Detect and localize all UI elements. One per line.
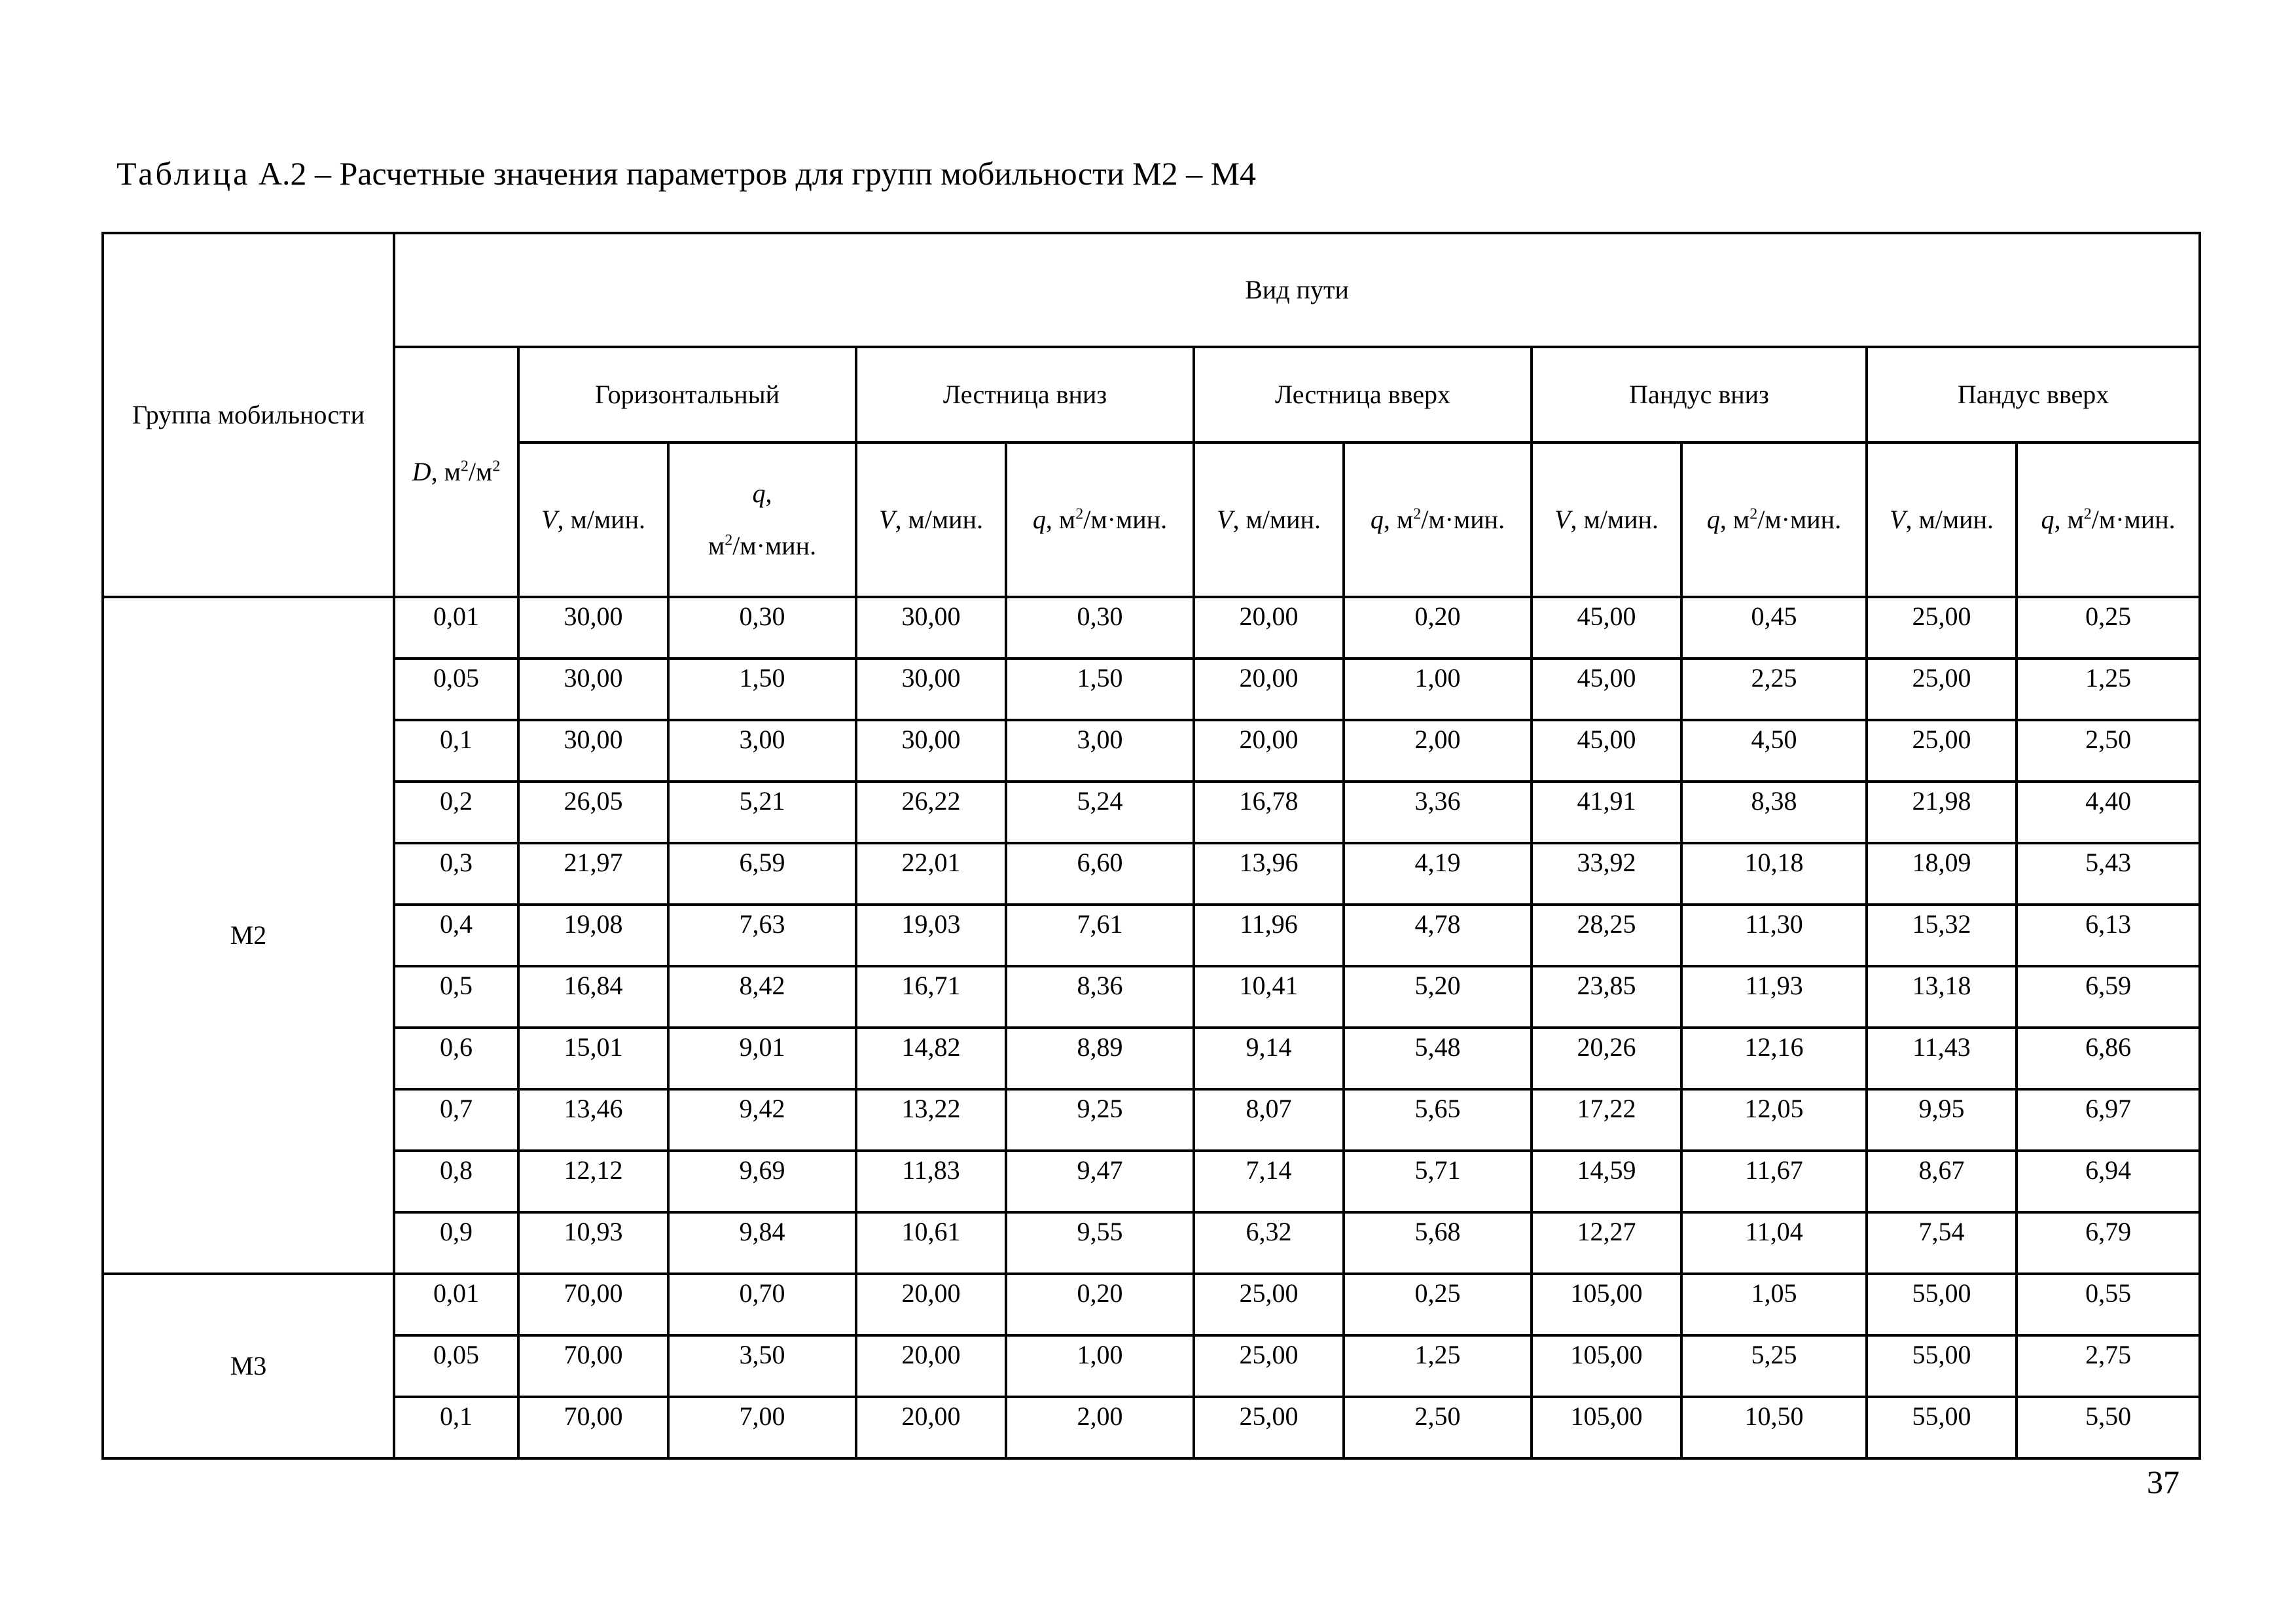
value-cell: 14,59 [1532,1151,1681,1212]
value-cell: 7,14 [1194,1151,1344,1212]
value-cell: 16,71 [856,966,1006,1028]
density-cell: 0,01 [394,1274,518,1335]
value-cell: 2,50 [2017,720,2200,782]
table-row [103,905,2200,966]
value-cell: 11,83 [856,1151,1006,1212]
value-cell: 7,63 [668,905,856,966]
value-cell: 6,94 [2017,1151,2200,1212]
density-cell: 0,8 [394,1151,518,1212]
value-cell: 4,78 [1344,905,1532,966]
value-cell: 10,50 [1681,1397,1867,1458]
value-cell: 45,00 [1532,597,1681,659]
value-cell: 55,00 [1867,1274,2017,1335]
value-cell: 6,97 [2017,1089,2200,1151]
value-cell: 10,93 [518,1212,668,1274]
value-cell: 55,00 [1867,1335,2017,1397]
value-cell: 3,36 [1344,782,1532,843]
value-cell: 17,22 [1532,1089,1681,1151]
table-row [103,1212,2200,1274]
density-header: D, $м^2/м^2$ [394,347,518,597]
density-cell: 0,1 [394,720,518,782]
value-cell: 6,60 [1006,843,1194,905]
column-header-speed: V, м/мин. [518,442,668,597]
value-cell: 12,27 [1532,1212,1681,1274]
section-header-stairs-down: Лестница вниз [856,347,1194,442]
value-cell: 21,97 [518,843,668,905]
value-cell: 3,00 [668,720,856,782]
value-cell: 11,30 [1681,905,1867,966]
table-row [103,1151,2200,1212]
value-cell: 22,01 [856,843,1006,905]
value-cell: 19,08 [518,905,668,966]
value-cell: 6,79 [2017,1212,2200,1274]
value-cell: 5,65 [1344,1089,1532,1151]
value-cell: 23,85 [1532,966,1681,1028]
value-cell: 30,00 [518,720,668,782]
section-header-stairs-up: Лестница вверх [1194,347,1532,442]
value-cell: 6,59 [2017,966,2200,1028]
value-cell: 11,67 [1681,1151,1867,1212]
value-cell: 1,50 [1006,659,1194,720]
table-row [103,597,2200,659]
value-cell: 9,01 [668,1028,856,1089]
value-cell: 0,25 [2017,597,2200,659]
value-cell: 0,30 [668,597,856,659]
path-type-header: Вид пути [394,233,2200,347]
density-cell: 0,7 [394,1089,518,1151]
value-cell: 1,25 [1344,1335,1532,1397]
value-cell: 0,30 [1006,597,1194,659]
value-cell: 1,05 [1681,1274,1867,1335]
value-cell: 30,00 [518,659,668,720]
value-cell: 7,54 [1867,1212,2017,1274]
value-cell: 3,50 [668,1335,856,1397]
value-cell: 16,78 [1194,782,1344,843]
value-cell: 25,00 [1867,597,2017,659]
value-cell: 2,00 [1006,1397,1194,1458]
value-cell: 4,19 [1344,843,1532,905]
value-cell: 28,25 [1532,905,1681,966]
value-cell: 11,04 [1681,1212,1867,1274]
value-cell: 41,91 [1532,782,1681,843]
density-cell: 0,1 [394,1397,518,1458]
value-cell: 1,00 [1006,1335,1194,1397]
table-caption [117,154,1256,192]
value-cell: 16,84 [518,966,668,1028]
value-cell: 25,00 [1194,1397,1344,1458]
value-cell: 20,00 [856,1397,1006,1458]
value-cell: 8,67 [1867,1151,2017,1212]
value-cell: 10,18 [1681,843,1867,905]
value-cell: 11,93 [1681,966,1867,1028]
value-cell: 9,84 [668,1212,856,1274]
table-row [103,659,2200,720]
density-cell: 0,2 [394,782,518,843]
column-header-flow: q, $м^2/м\cdot мин$. [1681,442,1867,597]
group-header: Группа мобильности [103,233,394,597]
value-cell: 5,68 [1344,1212,1532,1274]
value-cell: 5,71 [1344,1151,1532,1212]
value-cell: 70,00 [518,1274,668,1335]
value-cell: 0,70 [668,1274,856,1335]
value-cell: 20,00 [1194,720,1344,782]
table-row [103,1274,2200,1335]
column-header-flow: q, $м^2/м\cdot мин$. [668,442,856,597]
value-cell: 1,25 [2017,659,2200,720]
value-cell: 26,22 [856,782,1006,843]
density-cell: 0,9 [394,1212,518,1274]
value-cell: 1,00 [1344,659,1532,720]
value-cell: 105,00 [1532,1397,1681,1458]
value-cell: 20,26 [1532,1028,1681,1089]
density-cell: 0,4 [394,905,518,966]
value-cell: 10,61 [856,1212,1006,1274]
value-cell: 13,18 [1867,966,2017,1028]
group-cell: М2 [103,597,394,1274]
value-cell: 12,05 [1681,1089,1867,1151]
table-row [103,843,2200,905]
value-cell: 2,25 [1681,659,1867,720]
value-cell: 45,00 [1532,659,1681,720]
value-cell: 12,16 [1681,1028,1867,1089]
value-cell: 8,38 [1681,782,1867,843]
value-cell: 20,00 [856,1335,1006,1397]
value-cell: 6,13 [2017,905,2200,966]
density-cell: 0,01 [394,597,518,659]
section-header-ramp-down: Пандус вниз [1532,347,1867,442]
table-row [103,1089,2200,1151]
column-header-speed: V, м/мин. [1194,442,1344,597]
value-cell: 9,47 [1006,1151,1194,1212]
group-cell: М3 [103,1274,394,1458]
value-cell: 70,00 [518,1397,668,1458]
value-cell: 13,46 [518,1089,668,1151]
value-cell: 2,00 [1344,720,1532,782]
value-cell: 4,50 [1681,720,1867,782]
value-cell: 5,25 [1681,1335,1867,1397]
table-row [103,1397,2200,1458]
value-cell: 25,00 [1194,1335,1344,1397]
column-header-flow: q, $м^2/м\cdot мин$. [1006,442,1194,597]
page-number: 37 [2147,1464,2179,1500]
value-cell: 26,05 [518,782,668,843]
value-cell: 20,00 [1194,597,1344,659]
density-cell: 0,5 [394,966,518,1028]
value-cell: 0,20 [1006,1274,1194,1335]
value-cell: 13,22 [856,1089,1006,1151]
value-cell: 19,03 [856,905,1006,966]
value-cell: 18,09 [1867,843,2017,905]
value-cell: 0,25 [1344,1274,1532,1335]
value-cell: 9,69 [668,1151,856,1212]
value-cell: 25,00 [1867,659,2017,720]
value-cell: 5,43 [2017,843,2200,905]
value-cell: 0,55 [2017,1274,2200,1335]
density-cell: 0,6 [394,1028,518,1089]
section-header-horizontal: Горизонтальный [518,347,856,442]
value-cell: 7,61 [1006,905,1194,966]
value-cell: 15,32 [1867,905,2017,966]
value-cell: 9,25 [1006,1089,1194,1151]
value-cell: 5,20 [1344,966,1532,1028]
caption-prefix: Таблица [117,155,251,192]
column-header-speed: V, м/мин. [856,442,1006,597]
value-cell: 25,00 [1867,720,2017,782]
value-cell: 11,96 [1194,905,1344,966]
value-cell: 2,75 [2017,1335,2200,1397]
column-header-flow: q, $м^2/м\cdot мин$. [1344,442,1532,597]
value-cell: 55,00 [1867,1397,2017,1458]
value-cell: 10,41 [1194,966,1344,1028]
value-cell: 13,96 [1194,843,1344,905]
value-cell: 30,00 [856,659,1006,720]
value-cell: 0,45 [1681,597,1867,659]
value-cell: 25,00 [1194,1274,1344,1335]
column-header-flow: q, $м^2/м\cdot мин$. [2017,442,2200,597]
density-cell: 0,05 [394,659,518,720]
value-cell: 9,42 [668,1089,856,1151]
value-cell: 14,82 [856,1028,1006,1089]
value-cell: 5,50 [2017,1397,2200,1458]
value-cell: 30,00 [856,597,1006,659]
value-cell: 6,86 [2017,1028,2200,1089]
value-cell: 12,12 [518,1151,668,1212]
value-cell: 30,00 [518,597,668,659]
value-cell: 105,00 [1532,1335,1681,1397]
column-header-speed: V, м/мин. [1867,442,2017,597]
value-cell: 11,43 [1867,1028,2017,1089]
value-cell: 9,55 [1006,1212,1194,1274]
value-cell: 20,00 [1194,659,1344,720]
value-cell: 1,50 [668,659,856,720]
table-row [103,1335,2200,1397]
value-cell: 45,00 [1532,720,1681,782]
table-row [103,782,2200,843]
value-cell: 30,00 [856,720,1006,782]
value-cell: 15,01 [518,1028,668,1089]
value-cell: 20,00 [856,1274,1006,1335]
density-cell: 0,3 [394,843,518,905]
value-cell: 5,21 [668,782,856,843]
value-cell: 9,95 [1867,1089,2017,1151]
value-cell: 8,42 [668,966,856,1028]
value-cell: 21,98 [1867,782,2017,843]
value-cell: 8,36 [1006,966,1194,1028]
value-cell: 6,59 [668,843,856,905]
table-row [103,966,2200,1028]
value-cell: 70,00 [518,1335,668,1397]
value-cell: 5,24 [1006,782,1194,843]
value-cell: 6,32 [1194,1212,1344,1274]
table-row [103,1028,2200,1089]
value-cell: 0,20 [1344,597,1532,659]
value-cell: 33,92 [1532,843,1681,905]
value-cell: 3,00 [1006,720,1194,782]
value-cell: 8,07 [1194,1089,1344,1151]
value-cell: 7,00 [668,1397,856,1458]
parameters-table [101,232,2201,1460]
value-cell: 105,00 [1532,1274,1681,1335]
value-cell: 5,48 [1344,1028,1532,1089]
column-header-speed: V, м/мин. [1532,442,1681,597]
value-cell: 4,40 [2017,782,2200,843]
value-cell: 9,14 [1194,1028,1344,1089]
table-row [103,720,2200,782]
density-cell: 0,05 [394,1335,518,1397]
caption-text: А.2 – Расчетные значения параметров для групп мобильности М2 – М4 [250,155,1257,192]
value-cell: 2,50 [1344,1397,1532,1458]
value-cell: 8,89 [1006,1028,1194,1089]
section-header-ramp-up: Пандус вверх [1867,347,2200,442]
